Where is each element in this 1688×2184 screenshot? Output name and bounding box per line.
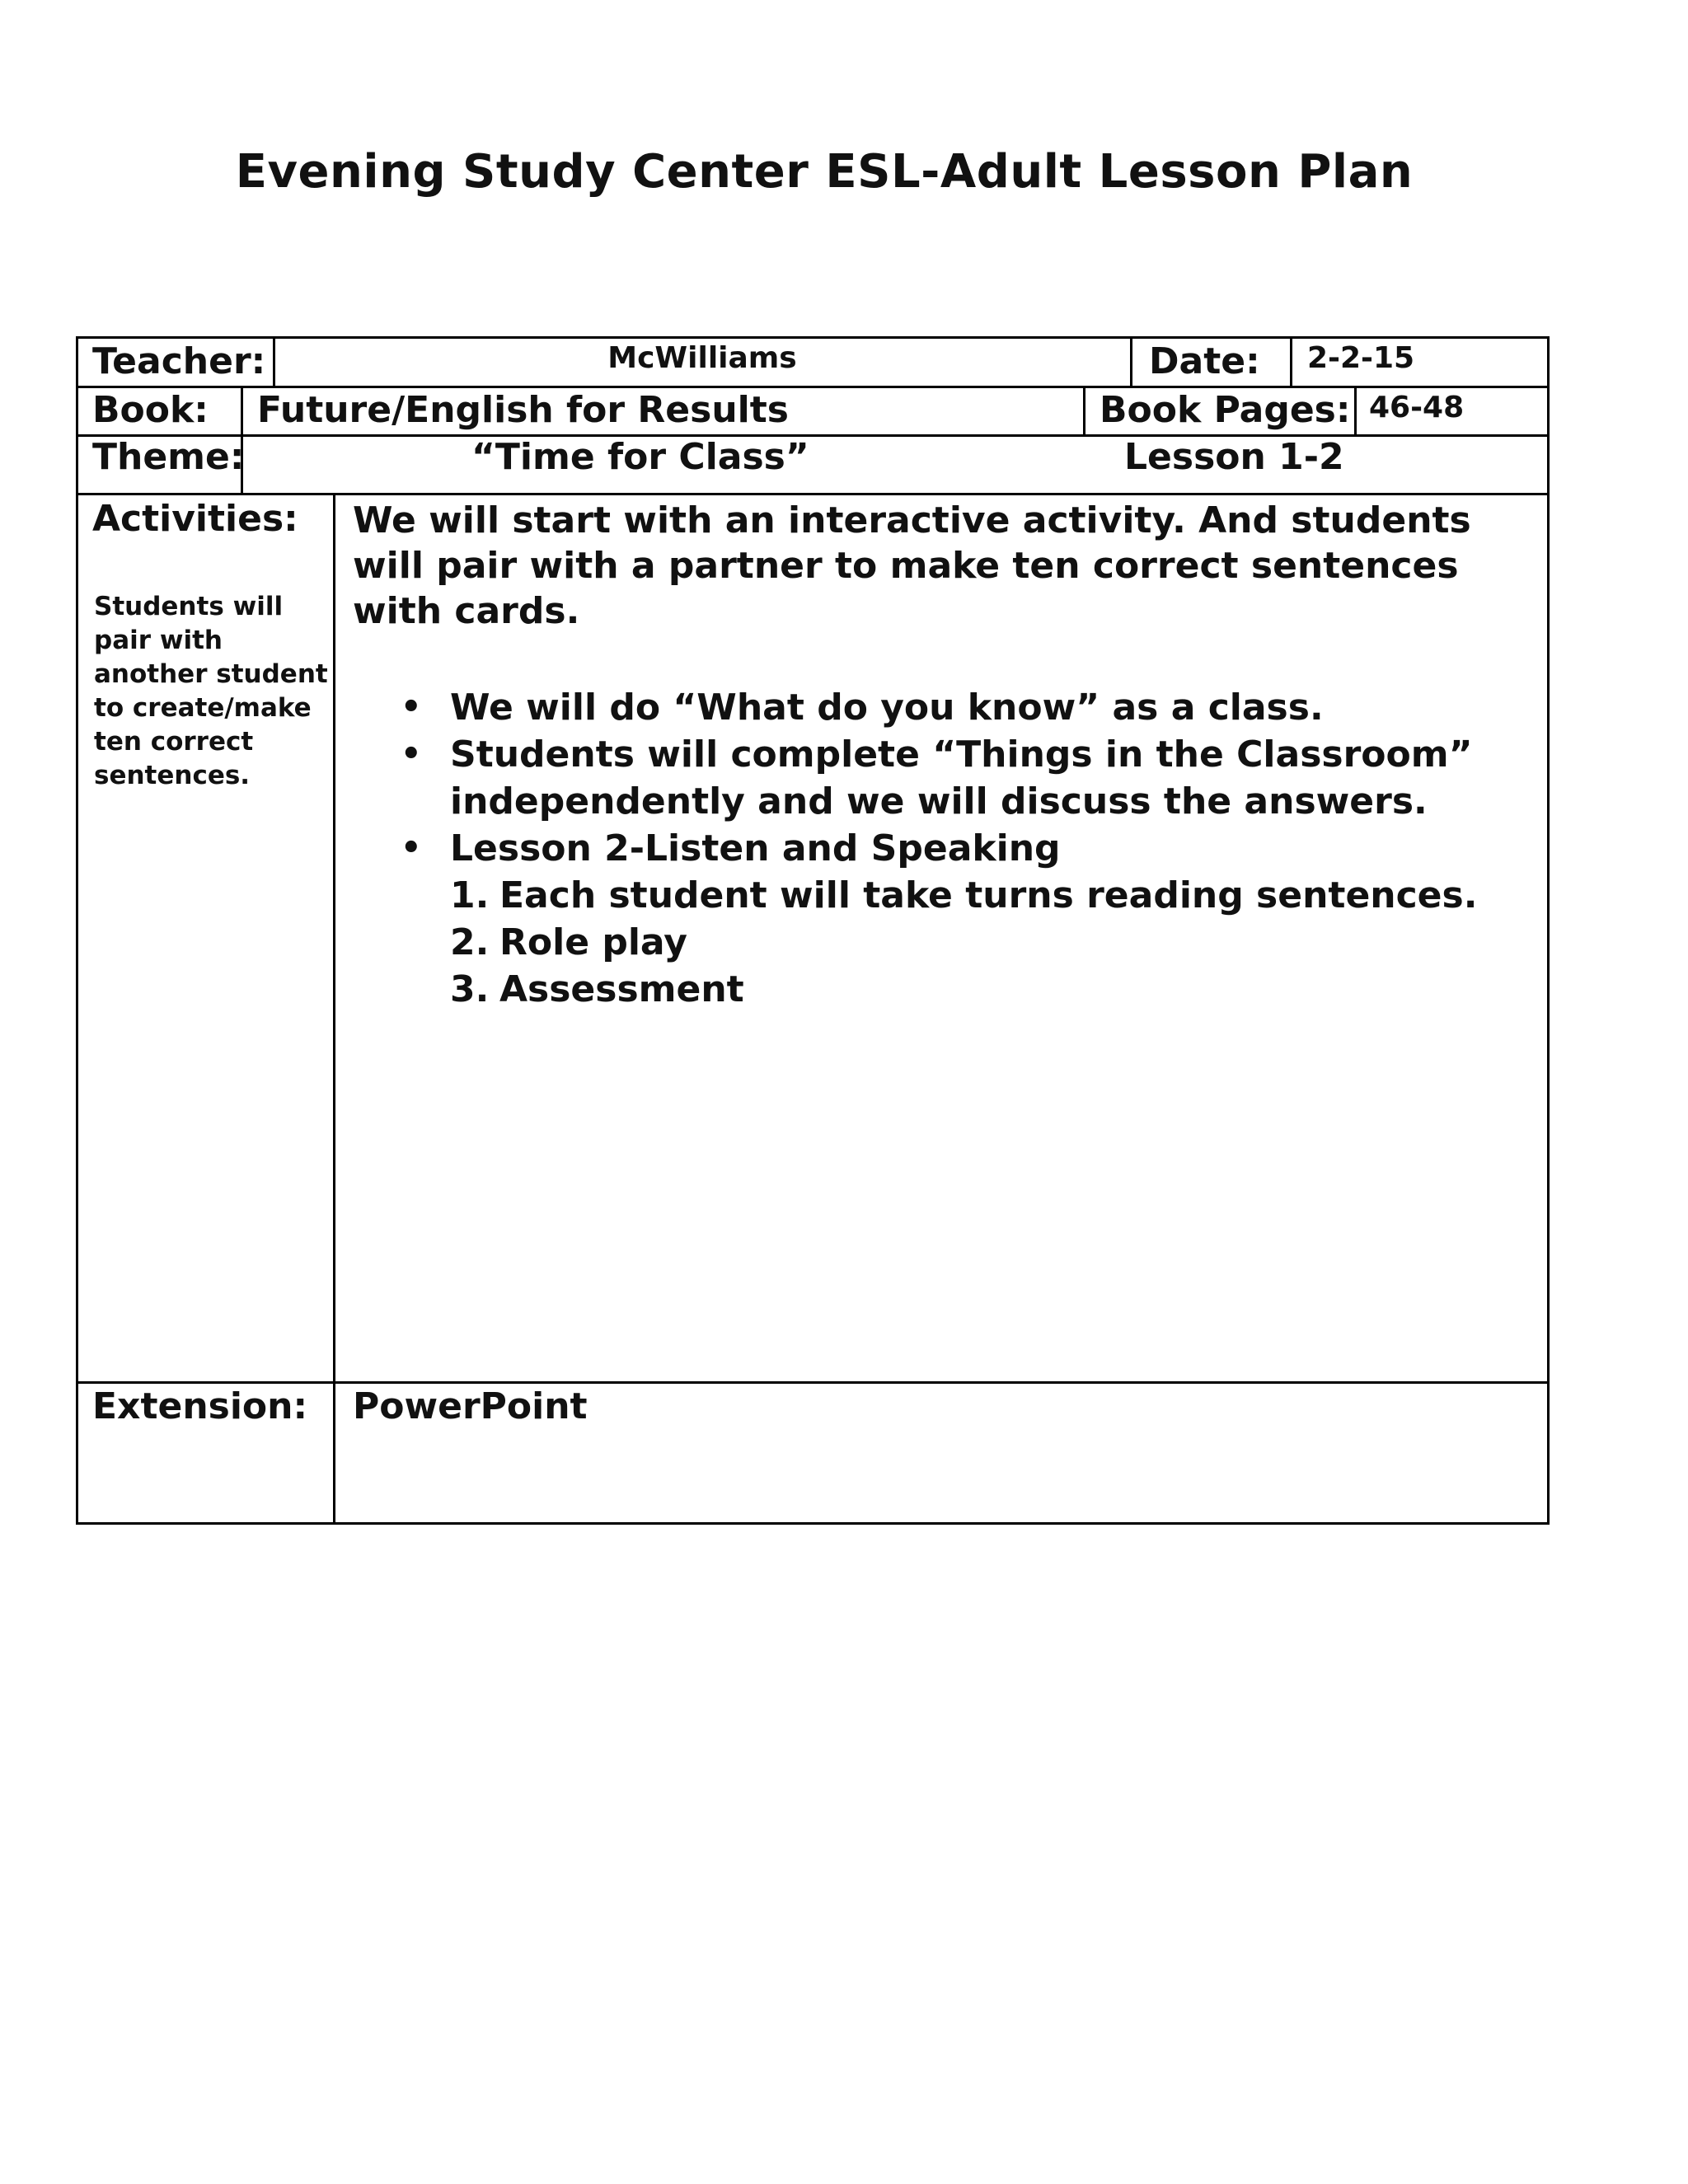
bullet-icon: • bbox=[401, 829, 422, 867]
list-item bbox=[401, 825, 1587, 1013]
theme-label: Theme: bbox=[92, 436, 245, 478]
document-title: Evening Study Center ESL-Adult Lesson Plan bbox=[235, 145, 1414, 199]
row-divider-theme bbox=[76, 493, 1550, 495]
activities-side-note: Students will pair with another student to create/make ten correct sentences. bbox=[94, 592, 328, 790]
col-divider-book bbox=[241, 386, 243, 435]
theme-value: “Time for Class” bbox=[471, 436, 809, 478]
sub-item-text: Role play bbox=[499, 921, 687, 963]
numbered-sub-list bbox=[450, 872, 1587, 1013]
list-item bbox=[450, 872, 1587, 919]
col-divider-date-value bbox=[1290, 336, 1292, 387]
activities-label: Activities: bbox=[92, 498, 298, 540]
row-divider-teacher bbox=[76, 386, 1550, 388]
teacher-value: McWilliams bbox=[607, 341, 797, 375]
extension-label: Extension: bbox=[92, 1385, 308, 1427]
col-divider-book-pages bbox=[1083, 386, 1085, 435]
list-item bbox=[401, 731, 1587, 825]
book-pages-value: 46-48 bbox=[1369, 391, 1465, 424]
list-item bbox=[450, 966, 1587, 1013]
bullet-icon: • bbox=[401, 688, 422, 726]
row-divider-activities bbox=[76, 1381, 1550, 1384]
activities-bullet-list bbox=[394, 684, 1587, 1013]
list-number: 2. bbox=[450, 921, 490, 963]
list-item bbox=[401, 684, 1587, 731]
lesson-value: Lesson 1-2 bbox=[1124, 436, 1344, 478]
activities-intro: We will start with an interactive activity. And students will pair with a partner to make ten correct sentences with cards. bbox=[353, 499, 1471, 632]
sub-item-text: Assessment bbox=[499, 968, 744, 1010]
list-number: 1. bbox=[450, 874, 490, 916]
bullet-text: Lesson 2-Listen and Speaking bbox=[450, 827, 1061, 869]
col-divider-book-pages-value bbox=[1354, 386, 1357, 435]
list-item bbox=[450, 919, 1587, 966]
date-label: Date: bbox=[1149, 340, 1260, 382]
book-value: Future/English for Results bbox=[257, 389, 789, 431]
sub-item-text: Each student will take turns reading sentences. bbox=[499, 874, 1478, 916]
bullet-icon: • bbox=[401, 735, 422, 773]
col-divider-date-label bbox=[1130, 336, 1132, 387]
teacher-label: Teacher: bbox=[92, 340, 266, 382]
col-divider-activities bbox=[333, 493, 335, 1525]
bullet-text: Students will complete “Things in the Classroom” independently and we will discuss the answers. bbox=[450, 733, 1473, 823]
bullet-text: We will do “What do you know” as a class. bbox=[450, 687, 1324, 729]
extension-value: PowerPoint bbox=[353, 1385, 588, 1427]
list-number: 3. bbox=[450, 968, 490, 1010]
book-label: Book: bbox=[92, 389, 209, 431]
book-pages-label: Book Pages: bbox=[1100, 389, 1351, 431]
date-value: 2-2-15 bbox=[1307, 341, 1415, 375]
